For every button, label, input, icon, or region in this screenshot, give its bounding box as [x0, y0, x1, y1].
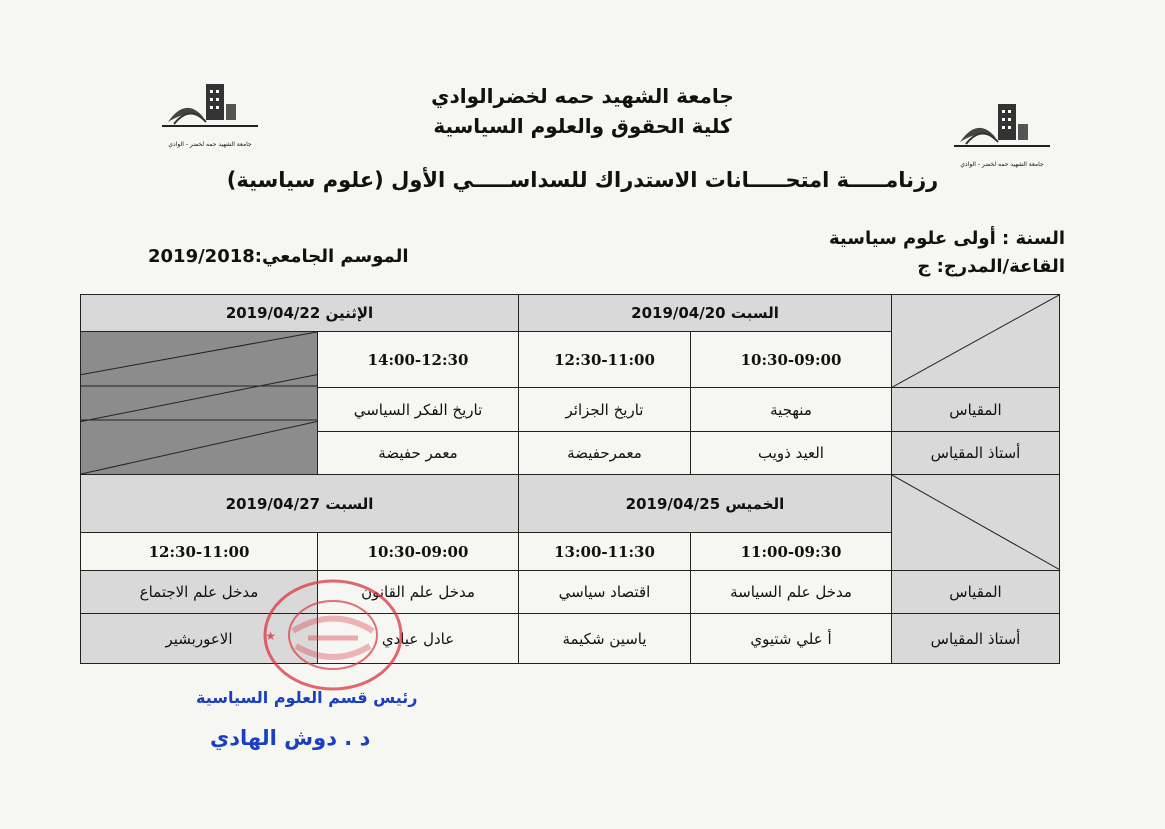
week2-subject-row	[81, 570, 1060, 614]
unused-shaded-cell	[81, 332, 318, 475]
hall-label: القاعة/المدرج: ج	[917, 256, 1065, 277]
subject-cell: تاريخ الفكر السياسي	[318, 388, 519, 432]
year-label: السنة : أولى علوم سياسية	[829, 228, 1065, 249]
subject-cell: مدخل علم الاجتماع	[81, 570, 318, 614]
teacher-cell: ياسين شكيمة	[519, 614, 691, 664]
department-head-name: د . دوش الهادي	[210, 726, 371, 750]
teacher-row-label: أستاذ المقياس	[892, 431, 1060, 475]
week1-date-row	[81, 295, 1060, 332]
faculty-name: كلية الحقوق والعلوم السياسية	[433, 114, 732, 138]
teacher-cell: معمرحفيضة	[519, 431, 691, 475]
subject-cell: مدخل علم القانون	[318, 570, 519, 614]
teacher-cell: العيد ذويب	[691, 431, 892, 475]
department-head-role: رئيس قسم العلوم السياسية	[196, 688, 418, 707]
week1-day1-date: السبت 2019/04/20	[519, 295, 892, 332]
time-slot: 10:30-09:00	[691, 332, 892, 388]
logo-caption: جامعة الشهيد حمه لخضر - الوادي	[168, 141, 252, 148]
time-slot: 14:00-12:30	[318, 332, 519, 388]
week2-day2-date: السبت 2019/04/27	[81, 475, 519, 533]
time-slot: 12:30-11:00	[519, 332, 691, 388]
time-slot: 11:00-09:30	[691, 533, 892, 570]
corner-diagonal-cell	[892, 475, 1060, 570]
document-title: رزنامـــــة امتحـــــانات الاستدراك للسداســـــي الأول (علوم سياسية)	[226, 168, 939, 192]
svg-text:★: ★	[265, 629, 276, 643]
subject-cell: منهجية	[691, 388, 892, 432]
teacher-row-label: أستاذ المقياس	[892, 614, 1060, 664]
week1-day2-date: الإثنين 2019/04/22	[81, 295, 519, 332]
logo-caption: جامعة الشهيد حمه لخضر - الوادي	[960, 161, 1044, 168]
subject-cell: مدخل علم السياسة	[691, 570, 892, 614]
teacher-cell: أ علي شتيوي	[691, 614, 892, 664]
week2-date-row	[81, 475, 1060, 533]
week2-day1-date: الخميس 2019/04/25	[519, 475, 892, 533]
university-name: جامعة الشهيد حمه لخضرالوادي	[431, 84, 734, 108]
subject-row-label: المقياس	[892, 570, 1060, 614]
time-slot: 13:00-11:30	[519, 533, 691, 570]
corner-diagonal-cell	[892, 295, 1060, 388]
exam-schedule-table	[80, 294, 1060, 664]
teacher-cell: الاعوربشير	[81, 614, 318, 664]
academic-season: الموسم الجامعي:2019/2018	[148, 246, 409, 267]
subject-cell: تاريخ الجزائر	[519, 388, 691, 432]
time-slot: 10:30-09:00	[318, 533, 519, 570]
teacher-cell: عادل عيادي	[318, 614, 519, 664]
week2-teacher-row	[81, 614, 1060, 664]
subject-cell: اقتصاد سياسي	[519, 570, 691, 614]
subject-row-label: المقياس	[892, 388, 1060, 432]
time-slot: 12:30-11:00	[81, 533, 318, 570]
teacher-cell: معمر حفيضة	[318, 431, 519, 475]
